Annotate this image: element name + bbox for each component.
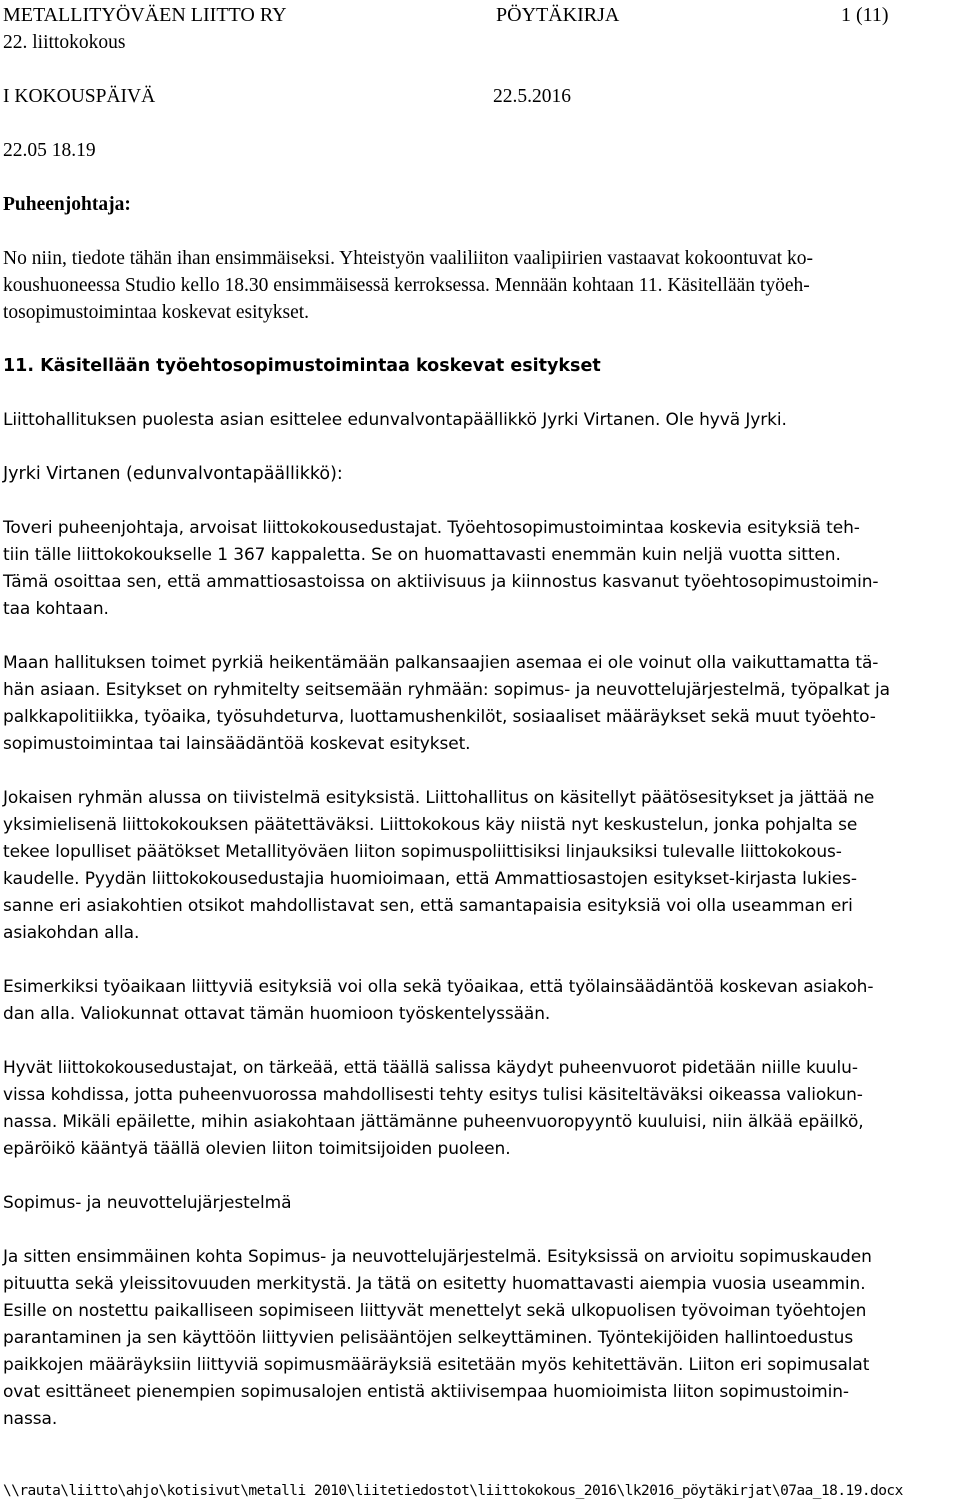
- text-line: Ja sitten ensimmäinen kohta Sopimus- ja neuvottelujärjestelmä. Esityksissä on arvioitu sopimuskauden: [3, 1247, 872, 1267]
- text-line: Esimerkiksi työaikaan liittyviä esityksiä voi olla sekä työaikaa, että työlainsäädäntöä koskevan asiakoh-: [3, 977, 874, 997]
- file-path-footer: \\rauta\liitto\ahjo\kotisivut\metalli 2010\liitetiedostot\liittokokous_2016\lk2016_pöytäkirjat\07aa_18.19.docx: [3, 1483, 903, 1499]
- text-line: dan alla. Valiokunnat ottavat tämän huomioon työskentelyssään.: [3, 1004, 551, 1024]
- text-line: Esille on nostettu paikalliseen sopimiseen liittyvät menettelyt sekä ulkopuolisen työvoiman työehtojen: [3, 1301, 867, 1321]
- speech-paragraph-5: [3, 1055, 951, 1163]
- text-line: Maan hallituksen toimet pyrkiä heikentämään palkansaajien asemaa ei ole voinut olla vaikuttamatta tä-: [3, 653, 879, 673]
- text-line: epäröikö kääntyä täällä olevien liiton toimitsijoiden puoleen.: [3, 1139, 511, 1159]
- text-line: koushuoneessa Studio kello 18.30 ensimmäisessä kerroksessa. Mennään kohtaan 11. Käsitellään työeh-: [3, 275, 810, 296]
- subheading: Sopimus- ja neuvottelujärjestelmä: [3, 1193, 292, 1213]
- meeting-day-row: [3, 83, 951, 110]
- text-line: Jokaisen ryhmän alussa on tiivistelmä esityksistä. Liittohallitus on käsitellyt päätösesitykset ja jättää ne: [3, 788, 875, 808]
- document-type: PÖYTÄKIRJA: [496, 4, 620, 26]
- meeting-date: 22.5.2016: [493, 86, 571, 107]
- text-line: kaudelle. Pyydän liittokokousedustajia huomioimaan, että Ammattiosastojen esitykset-kirjasta lukies-: [3, 869, 857, 889]
- text-line: yksimielisenä liittokokouksen päätettäväksi. Liittokokous käy niistä nyt keskustelun, jonka pohjalta se: [3, 815, 858, 835]
- speech-paragraph-4: [3, 974, 951, 1028]
- section-intro: Liittohallituksen puolesta asian esittelee edunvalvontapäällikkö Jyrki Virtanen. Ole hyvä Jyrki.: [3, 410, 787, 430]
- meeting-day-label: I KOKOUSPÄIVÄ: [3, 86, 156, 107]
- text-line: sopimustoimintaa tai lainsäädäntöä koskevat esitykset.: [3, 734, 471, 754]
- speaker-chair: Puheenjohtaja:: [3, 194, 131, 215]
- text-line: No niin, tiedote tähän ihan ensimmäiseksi. Yhteistyön vaaliliiton vaalipiirien vastaavat kokoontuvat ko-: [3, 248, 813, 269]
- text-line: hän asiaan. Esitykset on ryhmitelty seitsemään ryhmään: sopimus- ja neuvottelujärjestelmä, työpalkat ja: [3, 680, 890, 700]
- text-line: tosopimustoimintaa koskevat esitykset.: [3, 302, 310, 323]
- text-line: palkkapolitiikka, työaika, työsuhdeturva, luottamushenkilöt, sosiaaliset määräykset sekä muut työehto-: [3, 707, 876, 727]
- intro-paragraph: [3, 245, 951, 326]
- section-heading: 11. Käsitellään työehtosopimustoimintaa koskevat esitykset: [3, 356, 601, 376]
- text-line: asiakohdan alla.: [3, 923, 140, 943]
- speech-paragraph-6: [3, 1244, 951, 1433]
- text-line: Toveri puheenjohtaja, arvoisat liittokokousedustajat. Työehtosopimustoimintaa koskevia esityksiä teh-: [3, 518, 860, 538]
- text-line: tiin tälle liittokokoukselle 1 367 kappaletta. Se on huomattavasti enemmän kuin neljä vuotta sitten.: [3, 545, 841, 565]
- text-line: tekee lopulliset päätökset Metallityöväen liiton sopimuspoliittisiksi linjauksiksi tulevalle liittokokous-: [3, 842, 842, 862]
- text-line: paikkojen määräyksiin liittyviä sopimusmääräyksiä esitetään myös kehitettävän. Liiton eri sopimusalat: [3, 1355, 870, 1375]
- text-line: taa kohtaan.: [3, 599, 109, 619]
- text-line: pituutta sekä yleissitovuuden merkitystä. Ja tätä on esitetty huomattavasti aiempia vuosia useammin.: [3, 1274, 866, 1294]
- speaker-name: Jyrki Virtanen (edunvalvontapäällikkö):: [3, 464, 343, 484]
- speech-paragraph-3: [3, 785, 951, 947]
- text-line: Hyvät liittokokousedustajat, on tärkeää, että täällä salissa käydyt puheenvuorot pidetään niille kuulu-: [3, 1058, 858, 1078]
- text-line: sanne eri asiakohtien otsikot mahdollistavat sen, että samantapaisia esityksiä voi olla useamman eri: [3, 896, 853, 916]
- text-line: nassa.: [3, 1409, 58, 1429]
- meeting-title: 22. liittokokous: [3, 32, 126, 53]
- organization-name: METALLITYÖVÄEN LIITTO RY: [3, 4, 287, 26]
- speech-paragraph-1: [3, 515, 951, 623]
- text-line: parantaminen ja sen käyttöön liittyvien pelisääntöjen selkeyttäminen. Työntekijöiden hallintoedustus: [3, 1328, 854, 1348]
- page-number: 1 (11): [841, 4, 889, 26]
- document-page: [3, 0, 951, 1433]
- timestamp: 22.05 18.19: [3, 140, 96, 161]
- document-header: [3, 2, 951, 29]
- text-line: ovat esittäneet pienempien sopimusalojen entistä aktiivisempaa huomioimista liiton sopimustoimin-: [3, 1382, 849, 1402]
- text-line: vissa kohdissa, jotta puheenvuorossa mahdollisesti tehty esitys tulisi käsiteltäväksi oikeassa valiokun-: [3, 1085, 863, 1105]
- text-line: Tämä osoittaa sen, että ammattiosastoissa on aktiivisuus ja kiinnostus kasvanut työehtosopimustoimin-: [3, 572, 879, 592]
- text-line: nassa. Mikäli epäilette, mihin asiakohtaan jättämänne puheenvuoropyyntö kuuluisi, niin älkää epäilkö,: [3, 1112, 864, 1132]
- speech-paragraph-2: [3, 650, 951, 758]
